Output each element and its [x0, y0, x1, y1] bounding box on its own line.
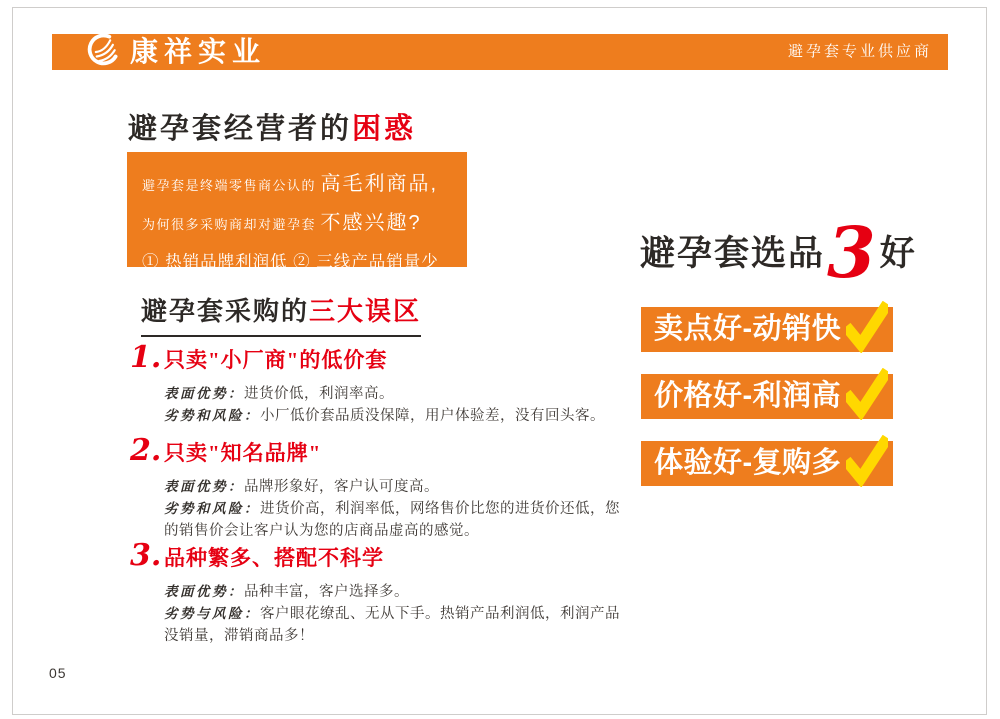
page-number: 05 — [49, 665, 67, 681]
mistake-3-cons-label: 劣势与风险： — [164, 606, 260, 622]
mistakes-section-title — [141, 291, 421, 337]
mistake-2-pros-label: 表面优势： — [164, 479, 244, 495]
selection-title-pre: 避孕套选品 — [640, 234, 826, 274]
mistake-3-pros-text: 品种丰富，客户选择多。 — [244, 584, 409, 600]
mistake-1-pros-text: 进货价低，利润率高。 — [244, 386, 394, 402]
confusion-line-1 — [142, 167, 452, 196]
mistake-3-number: 3. — [130, 538, 162, 573]
mistake-1-pros — [164, 383, 622, 405]
benefit-2-label: 价格好-利润高 — [654, 380, 842, 412]
benefit-banner-3 — [641, 441, 893, 486]
selection-title-post: 好 — [879, 234, 917, 274]
mistake-3-pros-label: 表面优势： — [164, 584, 244, 600]
confusion-line-2-small: 为何很多采购商却对避孕套 — [142, 217, 317, 232]
phoenix-flame-icon — [84, 34, 122, 70]
confusion-line-2-big: 不感兴趣? — [320, 212, 422, 234]
confusion-line-2 — [142, 206, 452, 235]
mistake-3-pros — [164, 581, 622, 603]
confusion-highlight-box — [127, 152, 467, 271]
selection-title-number: 3 — [827, 211, 876, 294]
mistake-item-1 — [130, 340, 622, 427]
mistake-1-cons-text: 小厂低价套品质没保障，用户体验差，没有回头客。 — [260, 408, 605, 424]
check-icon — [846, 368, 888, 420]
mistake-1-pros-label: 表面优势： — [164, 386, 244, 402]
confusion-line-1-big: 高毛利商品, — [320, 173, 439, 195]
mistakes-title-black: 避孕套采购的 — [141, 296, 310, 326]
mistake-3-cons — [164, 603, 622, 647]
mistake-1-title: 只卖"小厂商"的低价套 — [164, 348, 388, 372]
mistake-3-title: 品种繁多、搭配不科学 — [164, 546, 384, 570]
confusion-title-black: 避孕套经营者的 — [128, 113, 353, 145]
check-icon — [846, 301, 888, 353]
benefit-1-label: 卖点好-动销快 — [654, 313, 842, 345]
brand-name: 康祥实业 — [130, 36, 267, 67]
header-tagline: 避孕套专业供应商 — [787, 43, 932, 60]
benefit-3-label: 体验好-复购多 — [654, 447, 842, 479]
mistake-2-title: 只卖"知名品牌" — [164, 441, 322, 465]
mistake-item-2 — [130, 433, 622, 542]
check-icon — [846, 435, 888, 487]
mistakes-title-red: 三大误区 — [309, 296, 422, 326]
mistake-2-cons-text: 进货价高，利润率低，网络售价比您的进货价还低，您的销售价会让客户认为您的店商品虚高的感觉。 — [164, 501, 620, 539]
mistake-2-cons-label: 劣势和风险： — [164, 501, 260, 517]
mistake-1-cons-label: 劣势和风险： — [164, 408, 260, 424]
mistake-2-pros-text: 品牌形象好，客户认可度高。 — [244, 479, 439, 495]
selection-title — [640, 211, 917, 294]
header-bar — [52, 34, 948, 70]
benefit-banner-2 — [641, 374, 893, 419]
confusion-line-1-small: 避孕套是终端零售商公认的 — [142, 178, 317, 193]
mistake-3-cons-text: 客户眼花缭乱、无从下手。热销产品利润低，利润产品没销量，滞销商品多！ — [164, 606, 620, 644]
confusion-title-red: 困惑 — [352, 113, 417, 145]
confusion-section-title — [128, 106, 416, 156]
mistake-2-number: 2. — [130, 433, 162, 468]
mistake-item-3 — [130, 538, 622, 647]
benefit-banner-1 — [641, 307, 893, 352]
mistake-2-cons — [164, 498, 622, 542]
confusion-line-3: ① 热销品牌利润低 ② 三线产品销量少 — [142, 253, 439, 271]
mistake-1-number: 1. — [130, 340, 162, 375]
mistake-1-cons — [164, 405, 622, 427]
mistake-2-pros — [164, 476, 622, 498]
